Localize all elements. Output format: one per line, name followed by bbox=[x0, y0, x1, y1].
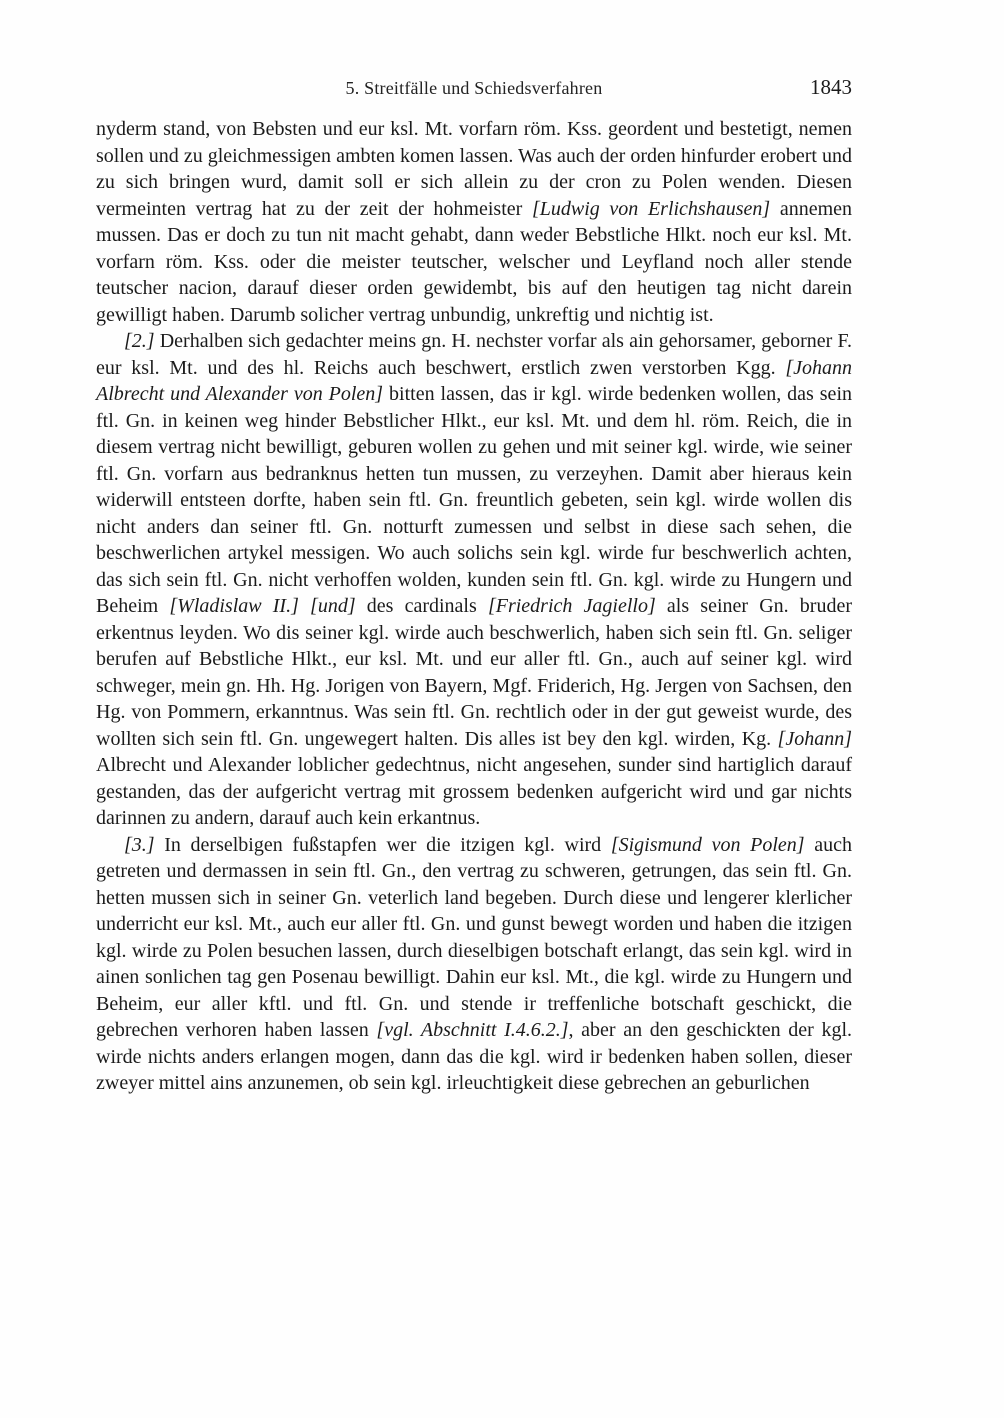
text-run: bitten lassen, das ir kgl. wirde bedenken wollen, das sein ftl. Gn. in keinen weg hinder Bebstlicher Hlkt., eur ksl. Mt. und dem hl. röm. Reich, die in diesem vertrag nicht bewilligt, geburen wollen zu gehen und mit seiner kgl. wirde, wie seiner ftl. Gn. vorfarn aus bedranknus hetten tun mussen, zu verzeyhen. Damit aber hieraus kein widerwill entsteen dorfte, haben sein ftl. Gn. freuntlich gebeten, sein kgl. wirde wollen dis nicht anders dan seiner ftl. Gn. notturft zumessen und selbst in diese sach sehen, die beschwerlichen artykel messigen. Wo auch solichs sein kgl. wirde fur beschwerlich achten, das sich sein ftl. Gn. nicht verhoffen wolden, kunden sein ftl. Gn. kgl. wirde zu Hungern und Beheim bbox=[96, 383, 852, 617]
paragraph bbox=[96, 328, 852, 832]
page-number: 1843 bbox=[810, 75, 852, 99]
editorial-insertion: [Wladislaw II.] [und] bbox=[169, 595, 356, 617]
editorial-insertion: [vgl. Abschnitt I.4.6.2.] bbox=[376, 1019, 569, 1041]
text-run: , aber an den geschickten der kgl. wirde nichts anders erlangen mogen, dann das die kgl. wird ir bedenken haben sollen, dieser zweyer mittel ains anzunemen, ob sein kgl. irleuchtigkeit diese gebrechen an geburlichen bbox=[96, 1019, 852, 1094]
text-run: auch getreten und dermassen in sein ftl. Gn., den vertrag zu schweren, getrungen, das sein ftl. Gn. hetten mussen sich in seiner Gn. veterlich land begeben. Durch diese und lengerer klerlicher underricht eur ksl. Mt., auch eur aller ftl. Gn. und gunst bewegt worden und haben die itzigen kgl. wirde zu Polen besuchen lassen, durch dieselbigen botschaft erlangt, das sein kgl. wird in ainen sonlichen tag gen Posenau bewilligt. Dahin eur ksl. Mt., die kgl. wirde zu Hungern und Beheim, eur aller kftl. und ftl. Gn. und stende ir treffenliche botschaft geschickt, die gebrechen verhoren haben lassen bbox=[96, 833, 852, 1041]
page-header bbox=[96, 75, 852, 106]
editorial-insertion: [Ludwig von Erlichshausen] bbox=[531, 197, 771, 220]
editorial-insertion: [Sigismund von Polen] bbox=[610, 833, 805, 856]
paragraph bbox=[96, 832, 852, 1097]
editorial-insertion: [3.] bbox=[124, 833, 155, 856]
editorial-insertion: [Friedrich Jagiello] bbox=[487, 595, 656, 617]
editorial-insertion: [Johann] bbox=[777, 727, 852, 750]
paragraph bbox=[96, 116, 852, 328]
text-run: nyderm stand, von Bebsten und eur ksl. Mt. vorfarn röm. Kss. geordent und bestetigt, nemen sollen und zu gleichmessigen ambten komen lassen. Was auch der orden hinfurder erobert und zu sich bringen wurd, damit soll er sich allein zu der cron zu Polen wenden. Diesen vermeinten vertrag hat zu der zeit der hohmeister bbox=[96, 118, 852, 220]
text-run: annemen mussen. Das er doch zu tun nit macht gehabt, dann weder Bebstliche Hlkt. noch eur ksl. Mt. vorfarn röm. Kss. oder die meister teutscher, welscher und Leyfland noch aller stende teutscher nacion, darauf dieser orden gewidembt, bis auf den heutigen tag nicht darein gewilligt haben. Darumb solicher vertrag unbundig, unkreftig und nichtig ist. bbox=[96, 197, 853, 326]
text-run: als seiner Gn. bruder erkentnus leyden. Wo dis seiner kgl. wirde auch beschwerlich, haben sich sein ftl. Gn. seliger berufen auf Bebstliche Hlkt., eur ksl. Mt. und eur aller ftl. Gn., auch auf seiner kgl. wird schweger, mein gn. Hh. Hg. Jorigen von Bayern, Mgf. Friderich, Hg. Jergen von Sachsen, den Hg. von Pommern, erkanntnus. Was sein ftl. Gn. rechtlich oder in der gut geweist wurde, des wollten sich sein ftl. Gn. ungewegert halten. Dis alles ist bey den kgl. wirden, Kg. bbox=[96, 595, 852, 750]
editorial-insertion: [Johann Albrecht und Alexander von Polen] bbox=[96, 356, 852, 405]
running-title: 5. Streitfälle und Schiedsverfahren bbox=[345, 78, 603, 98]
text-run: des cardinals bbox=[355, 595, 488, 617]
text-run: In derselbigen fußstapfen wer die itzigen kgl. wird bbox=[154, 833, 611, 856]
text-run: Albrecht und Alexander loblicher gedechtnus, nicht angesehen, sunder sind hartiglich darauf gestanden, das der aufgericht vertrag mit grossem bedenken aufgericht wird und gar nichts darinnen zu andern, darauf auch kein erkantnus. bbox=[96, 754, 852, 829]
text-run: Derhalben sich gedachter meins gn. H. nechster vorfar als ain gehorsamer, geborner F. eur ksl. Mt. und des hl. Reichs auch beschwert, erstlich zwen verstorben Kgg. bbox=[96, 330, 852, 379]
editorial-insertion: [2.] bbox=[124, 330, 155, 352]
body-text bbox=[96, 116, 852, 1097]
